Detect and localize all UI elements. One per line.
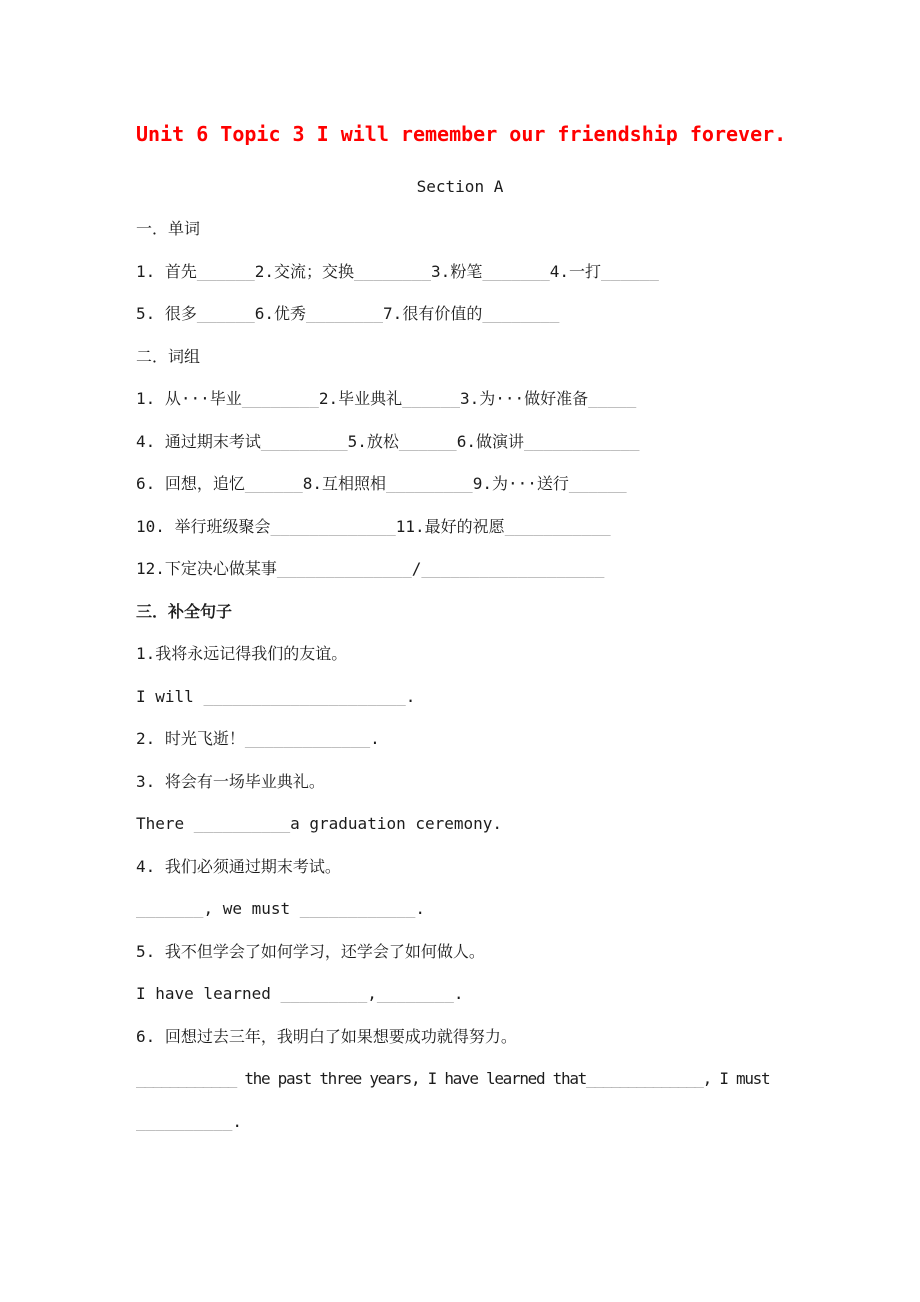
sentence-3-chinese: 3. 将会有一场毕业典礼。 bbox=[136, 771, 325, 791]
section-heading-sentences: 三．补全句子 bbox=[136, 601, 233, 621]
section-sentences bbox=[136, 602, 784, 1132]
phrase-items-line-3: 6. 回想，追忆______8.互相照相_________9.为···送行______ bbox=[136, 474, 627, 493]
section-words bbox=[136, 219, 784, 324]
sentence-3-english-blank: There __________a graduation ceremony. bbox=[136, 814, 503, 833]
phrase-items-line-4: 10. 举行班级聚会_____________11.最好的祝愿___________ bbox=[136, 516, 611, 536]
section-a-label: Section A bbox=[416, 177, 504, 196]
sentence-4-english-blank: _______, we must ____________. bbox=[136, 899, 425, 918]
section-heading-phrases: 二．词组 bbox=[136, 346, 201, 366]
sentence-2-chinese-blank: 2. 时光飞逝！_____________. bbox=[136, 729, 380, 748]
sentence-4-chinese: 4. 我们必须通过期末考试。 bbox=[136, 856, 341, 876]
sentence-5-english-blank: I have learned _________,________. bbox=[136, 984, 464, 1003]
sentence-6-chinese: 6. 回想过去三年，我明白了如果想要成功就得努力。 bbox=[136, 1026, 517, 1046]
sentence-6-english-blank-line-1: ____________ the past three years, I have learned that______________, I must bbox=[136, 1069, 770, 1088]
sentence-5-chinese: 5. 我不但学会了如何学习，还学会了如何做人。 bbox=[136, 941, 485, 961]
sentence-1-english-blank: I will _____________________. bbox=[136, 686, 416, 706]
word-items-line-1: 1. 首先______2.交流；交换________3.粉笔_______4.一打______ bbox=[136, 261, 659, 281]
sentence-6-english-blank-line-2: __________. bbox=[136, 1111, 242, 1131]
phrase-items-line-5: 12.下定决心做某事______________/___________________ bbox=[136, 559, 605, 578]
document-title: Unit 6 Topic 3 I will remember our friendship forever. bbox=[136, 122, 787, 146]
section-phrases bbox=[136, 347, 784, 580]
word-items-line-2: 5. 很多______6.优秀________7.很有价值的________ bbox=[136, 304, 560, 323]
phrase-items-line-1: 1. 从···毕业________2.毕业典礼______3.为···做好准备_____ bbox=[136, 389, 637, 408]
section-heading-words: 一．单词 bbox=[136, 219, 201, 238]
phrase-items-line-2: 4. 通过期末考试_________5.放松______6.做演讲____________ bbox=[136, 431, 640, 451]
sentence-1-chinese: 1.我将永远记得我们的友谊。 bbox=[136, 644, 348, 663]
